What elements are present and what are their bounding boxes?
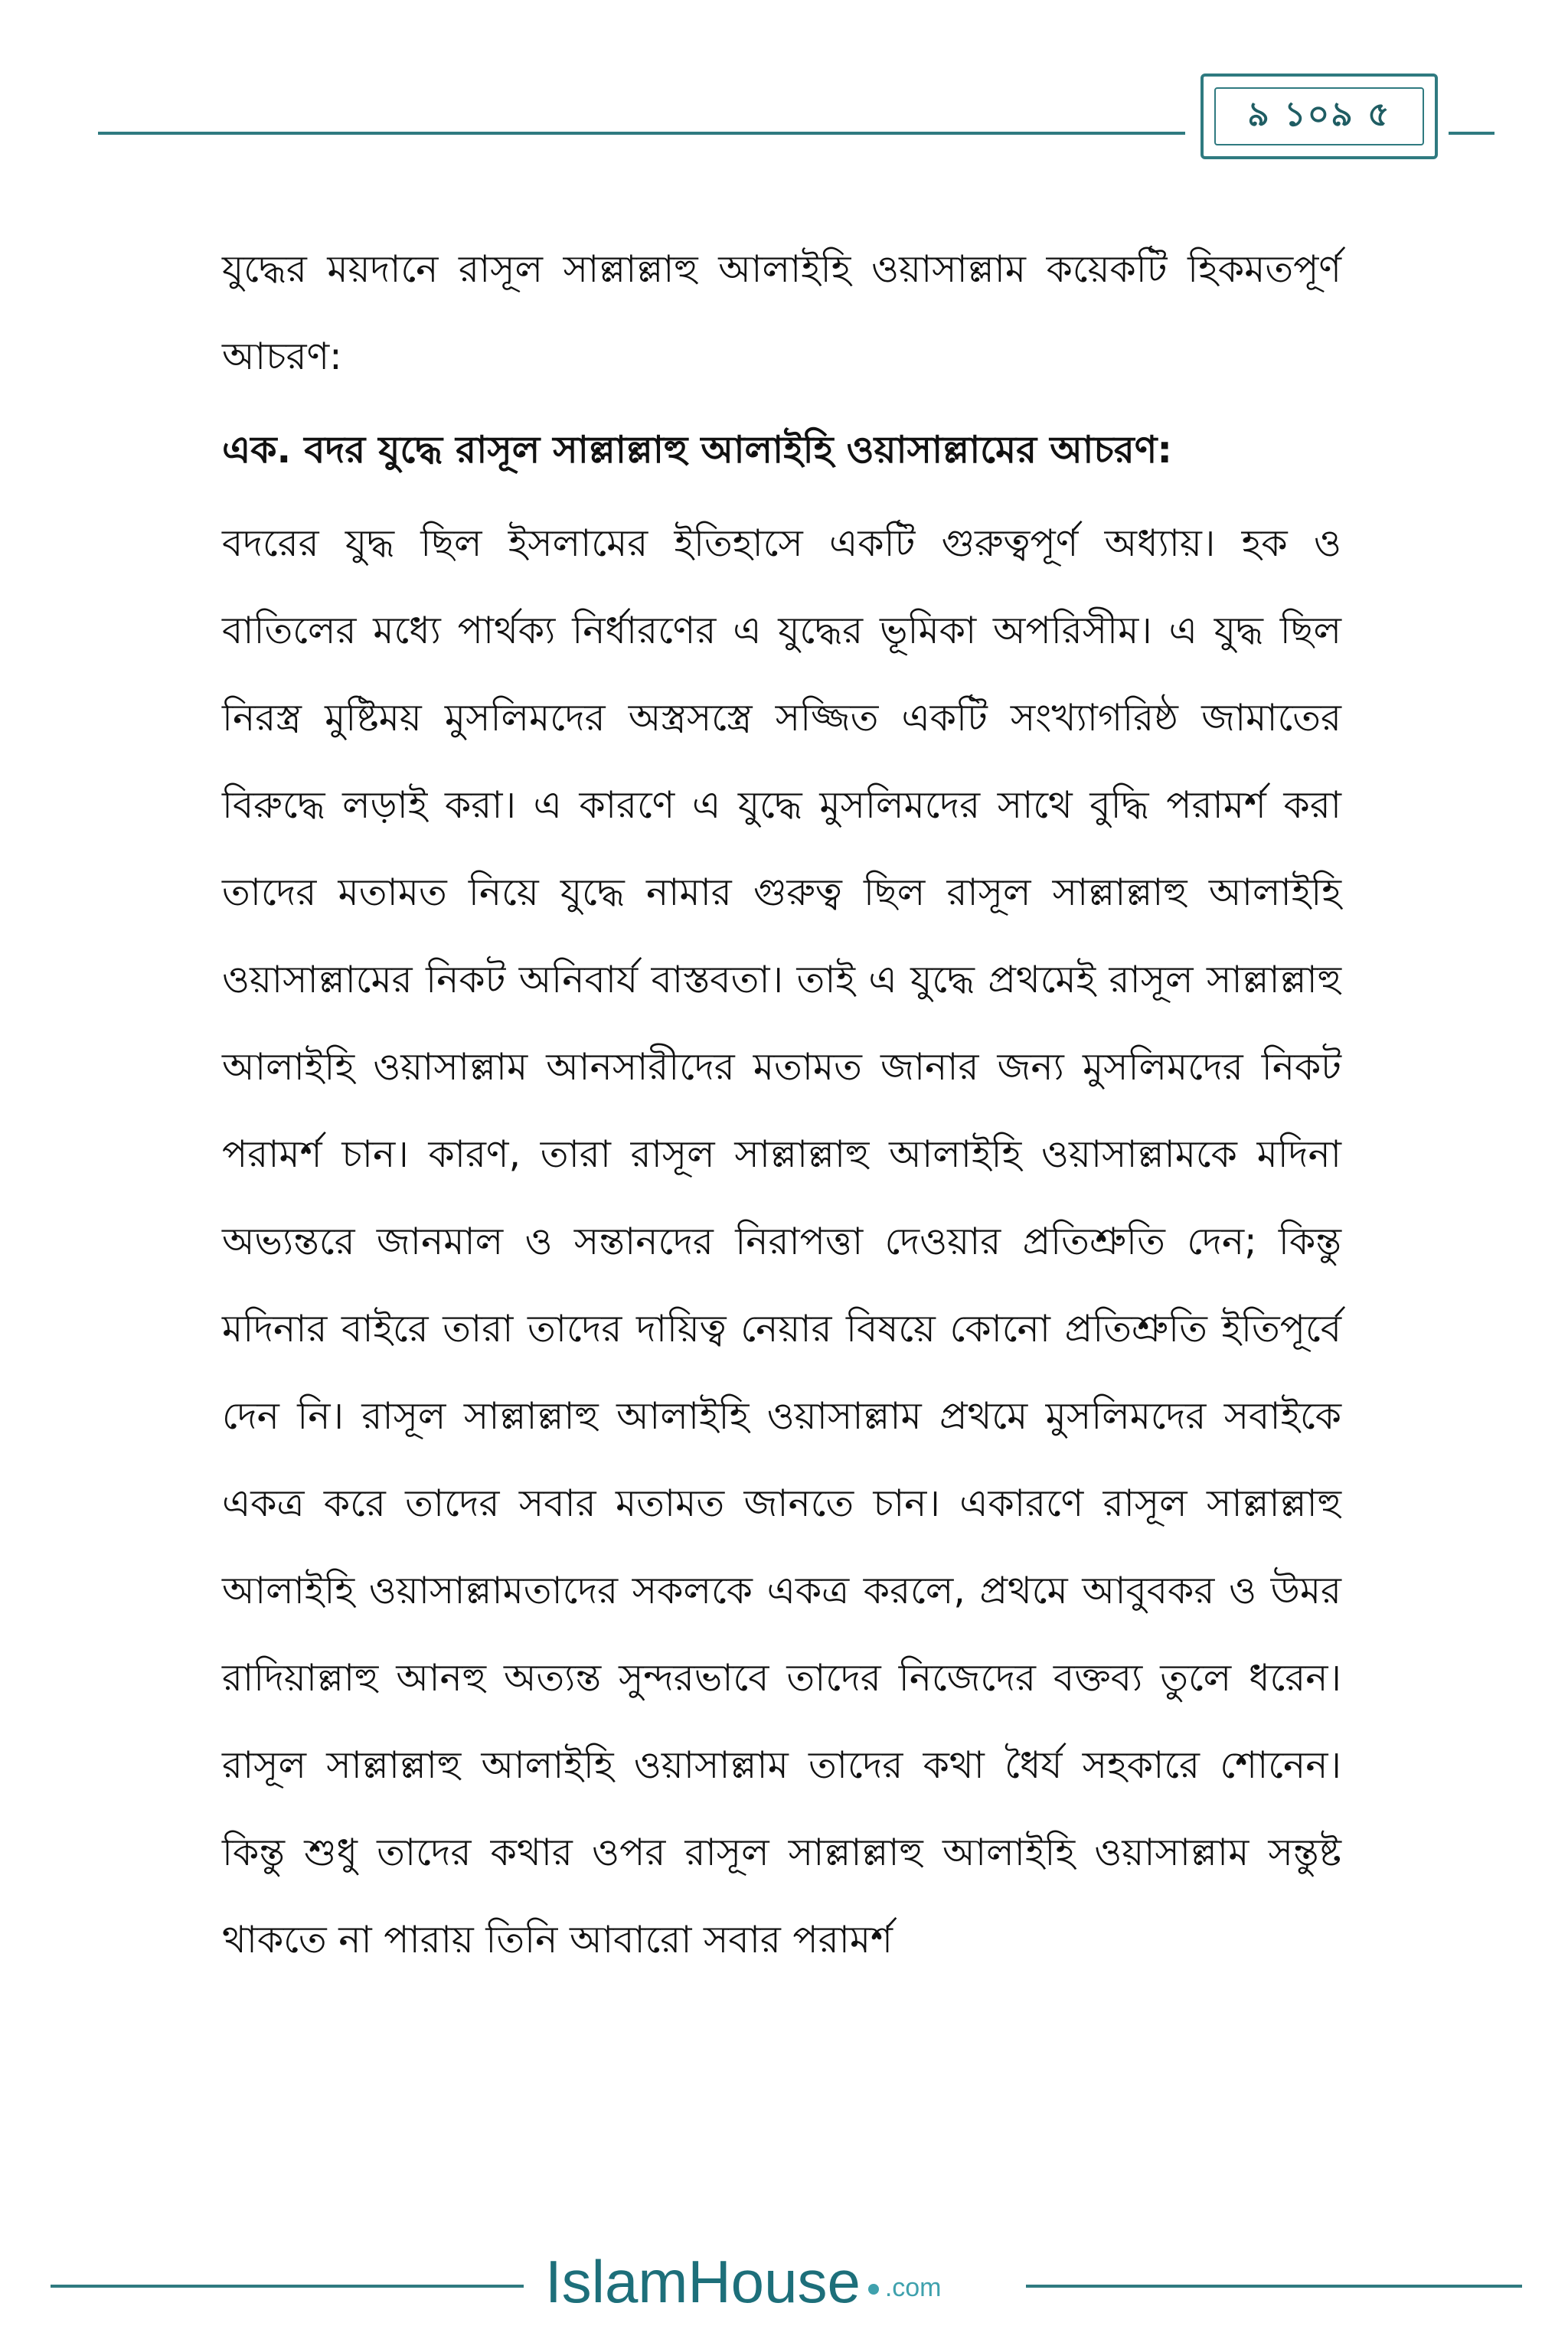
intro-paragraph: যুদ্ধের ময়দানে রাসূল সাল্লাল্লাহু আলাইহি ওয়াসাল্লাম কয়েকটি হিকমতপূর্ণ আচরণ:: [222, 247, 1341, 378]
header-divider-left: [98, 132, 1185, 135]
brand-dot-icon: [868, 2284, 879, 2295]
page-number-badge: [1200, 74, 1438, 159]
page-number-frame: [1214, 87, 1424, 145]
page-number: ৯ ১০৯ ৫: [1247, 94, 1391, 134]
brand-name: IslamHouse: [545, 2247, 861, 2315]
islamhouse-logo: [545, 2243, 942, 2320]
body-paragraph: বদরের যুদ্ধ ছিল ইসলামের ইতিহাসে একটি গুরুত্বপূর্ণ অধ্যায়। হক ও বাতিলের মধ্যে পার্থক্য নির্ধারণের এ যুদ্ধের ভূমিকা অপরিসীম। এ যুদ্ধ ছিল নিরস্ত্র মুষ্টিময় মুসলিমদের অস্ত্রসস্ত্রে সজ্জিত একটি সংখ্যাগরিষ্ঠ জামাতের বিরুদ্ধে লড়াই করা। এ কারণে এ যুদ্ধে মুসলিমদের সাথে বুদ্ধি পরামর্শ করা তাদের মতামত নিয়ে যুদ্ধে নামার গুরুত্ব ছিল রাসূল সাল্লাল্লাহু আলাইহি ওয়াসাল্লামের নিকট অনিবার্য বাস্তবতা। তাই এ যুদ্ধে প্রথমেই রাসূল সাল্লাল্লাহু আলাইহি ওয়াসাল্লাম আনসারীদের মতামত জানার জন্য মুসলিমদের নিকট পরামর্শ চান। কারণ, তারা রাসূল সাল্লাল্লাহু আলাইহি ওয়াসাল্লামকে মদিনা অভ্যন্তরে জানমাল ও সন্তানদের নিরাপত্তা দেওয়ার প্রতিশ্রুতি দেন; কিন্তু মদিনার বাইরে তারা তাদের দায়িত্ব নেয়ার বিষয়ে কোনো প্রতিশ্রুতি ইতিপূর্বে দেন নি। রাসূল সাল্লাল্লাহু আলাইহি ওয়াসাল্লাম প্রথমে মুসলিমদের সবাইকে একত্র করে তাদের সবার মতামত জানতে চান। একারণে রাসূল সাল্লাল্লাহু আলাইহি ওয়াসাল্লামতাদের সকলকে একত্র করলে, প্রথমে আবুবকর ও উমর রাদিয়াল্লাহু আনহু অত্যন্ত সুন্দরভাবে তাদের নিজেদের বক্তব্য তুলে ধরেন। রাসূল সাল্লাল্লাহু আলাইহি ওয়াসাল্লাম তাদের কথা ধৈর্য সহকারে শোনেন। কিন্তু শুধু তাদের কথার ওপর রাসূল সাল্লাল্লাহু আলাইহি ওয়াসাল্লাম সন্তুষ্ট থাকতে না পারায় তিনি আবারো সবার পরামর্শ: [222, 521, 1341, 1962]
page-content: [222, 226, 1341, 1984]
section-heading: এক. বদর যুদ্ধে রাসূল সাল্লাল্লাহু আলাইহি ওয়াসাল্লামের আচরণ:: [222, 428, 1172, 472]
footer-divider-left: [51, 2285, 524, 2288]
brand-tld: .com: [884, 2272, 942, 2302]
header-divider-right: [1449, 132, 1494, 135]
footer-divider-right: [1026, 2285, 1522, 2288]
